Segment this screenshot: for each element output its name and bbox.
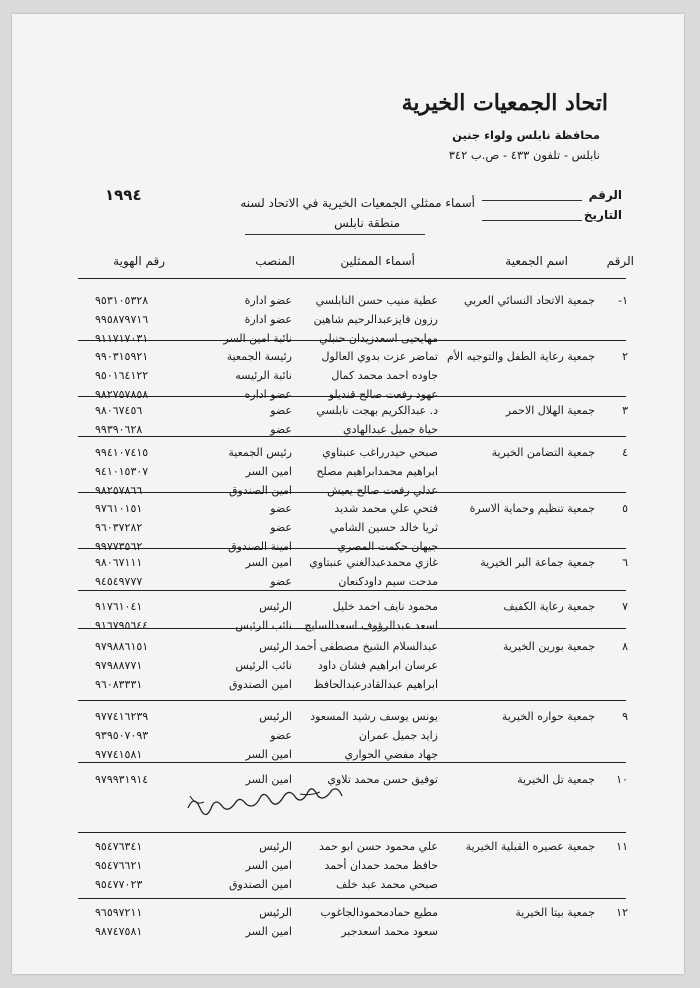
row-divider [78,898,626,899]
member-id-number: ٩٤١٠١٥٣٠٧ [95,465,149,478]
representative-name: ثريا خالد حسين الشامي [329,521,438,534]
row-divider [78,590,626,591]
representative-name: ابراهيم عبدالقادرعبدالحافظ [313,678,438,691]
representative-name: يونس يوسف رشيد المسعود [310,710,438,723]
representative-name: محمود نايف احمد خليل [332,600,438,613]
row-divider [78,492,626,493]
member-id-number: ٩٨٢٧٥٧٨٥٨ [95,388,149,401]
member-id-number: ٩٦٠٣٧٢٨٢ [95,521,143,534]
member-position: امين السر [245,859,292,872]
document-year: ١٩٩٤ [105,186,142,204]
col-number: الرقم [606,254,634,268]
member-position: امينة الصندوق [228,540,292,553]
association-number: ٧ [622,600,628,613]
member-position: امين الصندوق [228,678,292,691]
representative-name: تماضر عزت بدوي العالول [321,350,438,363]
member-id-number: ٩٩٧٧٣٥٦٢ [95,540,143,553]
representative-name: رزون فايزعبدالرحيم شاهين [313,313,438,326]
member-position: الرئيس [259,840,292,853]
member-position: امين الصندوق [228,878,292,891]
representative-name: فتحي علي محمد شديد [334,502,438,515]
representative-name: غازي محمدعبدالغني عنبتاوي [309,556,438,569]
org-region: محافظة نابلس ولواء جنين [452,128,600,142]
association-name: جمعية بورين الخيرية [502,640,595,653]
representative-name: مهايحيى اسعدزيدان حنبلي [319,332,438,345]
row-divider [78,340,626,341]
representative-name: حياة جميل عبدالهادي [342,423,438,436]
member-position: عضو [270,423,292,436]
association-number: ١٠ [616,773,628,786]
member-id-number: ٩٧٧٤١٥٨١ [95,748,143,761]
representative-name: اسعد عبدالرؤوف اسعدالسايح [304,619,438,632]
member-position: عضو ادارة [244,294,292,307]
member-position: عضو ادارة [244,313,292,326]
member-position: امين السر [245,465,292,478]
member-id-number: ٩٥٠١٦٤١٢٢ [95,369,149,382]
member-id-number: ٩١٦٧٩٥٦٤٤ [95,619,149,632]
member-id-number: ٩٧٧٤١٦٢٣٩ [95,710,149,723]
member-position: الرئيس [259,600,292,613]
document-region: منطقة نابلس [334,216,400,230]
member-position: عضو [270,729,292,742]
member-id-number: ٩٣٩٥٠٧٠٩٣ [95,729,149,742]
region-underline [245,234,425,235]
member-position: نائبة امين السر [223,332,292,345]
member-id-number: ٩٥٤٧٧٠٢٣ [95,878,143,891]
association-name: جمعية بيتا الخيرية [515,906,595,919]
association-number: ٨ [622,640,628,653]
member-id-number: ٩٨٠٦٧٤٥٦ [95,404,143,417]
representative-name: جيهان حكمت المصري [337,540,438,553]
member-position: رئيس الجمعية [228,446,292,459]
member-position: نائبة الرئيسه [235,369,292,382]
member-position: امين السر [245,925,292,938]
member-id-number: ٩٨٠٦٧١١١ [95,556,143,569]
member-id-number: ٩١٧٦١٠٤١ [95,600,143,613]
association-name: جمعية حواره الخيرية [501,710,595,723]
association-name: جمعية الهلال الاحمر [505,404,595,417]
ref-number-line [482,200,582,201]
association-number: ١١ [616,840,628,853]
representative-name: علي محمود حسن ابو حمد [318,840,438,853]
col-association: اسم الجمعية [505,254,568,268]
association-number: ٢ [622,350,628,363]
member-position: عضو [270,575,292,588]
member-position: عضو [270,404,292,417]
row-divider [78,548,626,549]
representative-name: عطية منيب حسن النابلسي [315,294,438,307]
representative-name: سعود محمد اسعدجبر [341,925,438,938]
member-id-number: ٩٥٤٧٦٦٢١ [95,859,143,872]
member-position: امين الصندوق [228,484,292,497]
association-name: جمعية رعاية الطفل والتوجيه الأم [446,350,595,363]
representative-name: عبدالسلام الشيخ مصطفى أحمد [294,640,438,653]
row-divider [78,832,626,833]
association-number: ٥ [622,502,628,515]
member-id-number: ٩٩٥٨٧٩٧١٦ [95,313,149,326]
representative-name: عرسان ابراهيم فشان داود [317,659,438,672]
member-id-number: ٩٥٣١٠٥٣٢٨ [95,294,149,307]
member-position: عضو اداره [244,388,292,401]
org-contact: نابلس - تلفون ٤٣٣ - ص.ب ٣٤٢ [448,148,600,162]
ref-number-label: الرقم [588,188,622,202]
representative-name: جهاد مفضي الحواري [344,748,438,761]
member-id-number: ٩٤٥٤٩٧٧٧ [95,575,143,588]
representative-name: جاوده احمد محمد كمال [331,369,438,382]
representative-name: مدحت سيم داودكنعان [338,575,438,588]
org-name: اتحاد الجمعيات الخيرية [401,90,608,116]
member-id-number: ٩٦٠٨٣٣٣١ [95,678,143,691]
representative-name: حافظ محمد حمدان أحمد [324,859,438,872]
row-divider [78,396,626,397]
representative-name: صبحي محمد عبد خلف [335,878,438,891]
association-number: ١- [618,294,628,307]
association-name: جمعية رعاية الكفيف [503,600,595,613]
member-position: عضو [270,502,292,515]
association-number: ٣ [622,404,628,417]
member-position: امين السر [245,773,292,786]
member-id-number: ٩٨٢٥٧٨٦٦ [95,484,143,497]
ref-date-label: التاريخ [583,208,622,222]
member-position: نائب الرئيس [235,659,292,672]
association-name: جمعية تل الخيرية [517,773,595,786]
member-position: الرئيس [259,710,292,723]
col-id-number: رقم الهوية [113,254,165,268]
association-name: جمعية عصيره القبلية الخيرية [465,840,595,853]
representative-name: مطيع حمادمحمودالجاغوب [320,906,438,919]
member-position: امين السر [245,556,292,569]
member-position: رئيسة الجمعية [226,350,292,363]
member-position: الرئيس [259,640,292,653]
representative-name: د. عبدالكريم بهجت نابلسي [316,404,438,417]
col-representatives: أسماء الممثلين [340,254,415,268]
association-number: ٩ [622,710,628,723]
ref-date-line [482,220,582,221]
member-position: عضو [270,521,292,534]
member-id-number: ٩٩٣٩٠٦٢٨ [95,423,143,436]
association-name: جمعية الاتحاد النسائي العربي [463,294,595,307]
row-divider [78,436,626,437]
member-id-number: ٩٩٠٣١٥٩٢١ [95,350,149,363]
row-divider [78,700,626,701]
signature-image [180,788,390,818]
member-id-number: ٩٧٩٨٨٧٧١ [95,659,143,672]
member-id-number: ٩٨٧٤٧٥٨١ [95,925,143,938]
col-position: المنصب [255,254,295,268]
member-id-number: ٩٧٩٨٨٦١٥١ [95,640,149,653]
member-position: نائب الرئيس [235,619,292,632]
header-rule [78,278,626,279]
member-id-number: ٩٥٤٧٦٣٤١ [95,840,143,853]
association-number: ١٢ [616,906,628,919]
row-divider [78,628,626,629]
representative-name: صبحي حيدرراغب عنبتاوي [322,446,438,459]
association-name: جمعية تنظيم وحماية الاسرة [469,502,595,515]
representative-name: عدلي رفعت صالح يعيش [327,484,438,497]
association-name: جمعية التضامن الخيرية [491,446,595,459]
representative-name: توفيق حسن محمد تلاوي [327,773,438,786]
member-id-number: ٩٧٦١٠١٥١ [95,502,143,515]
representative-name: عهود رفعت صالح قنديلو [328,388,438,401]
member-id-number: ٩٦٥٩٧٢١١ [95,906,143,919]
association-name: جمعية جماعة البر الخيرية [480,556,595,569]
member-id-number: ٩١١٧١٧٠٣١ [95,332,149,345]
association-number: ٤ [622,446,628,459]
representative-name: زايد جميل عمران [358,729,438,742]
representative-name: ابراهيم محمدابراهيم مصلح [316,465,438,478]
member-id-number: ٩٩٤١٠٧٤١٥ [95,446,149,459]
member-position: الرئيس [259,906,292,919]
row-divider [78,762,626,763]
member-position: امين السر [245,748,292,761]
document-title: أسماء ممثلي الجمعيات الخيرية في الاتحاد لسنه [240,196,475,210]
association-number: ٦ [622,556,628,569]
member-id-number: ٩٧٩٩٣١٩١٤ [95,773,149,786]
